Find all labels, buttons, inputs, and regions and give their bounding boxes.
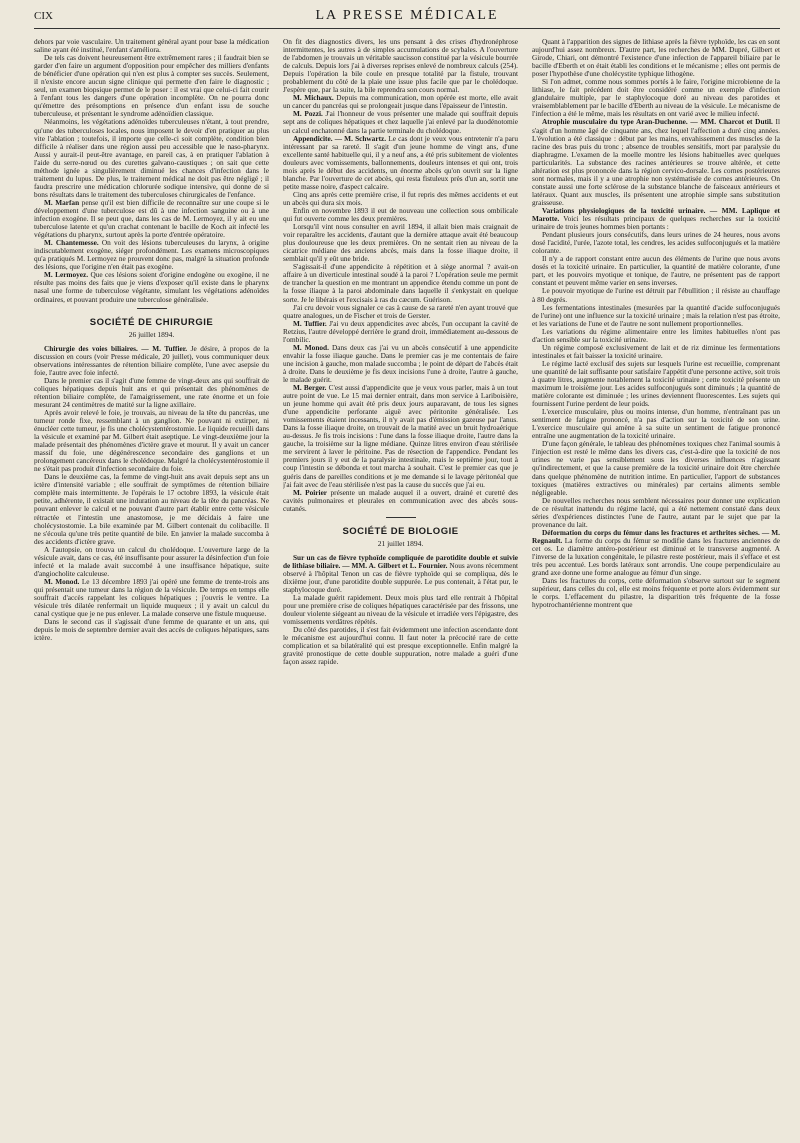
column-left bbox=[34, 38, 269, 1136]
paragraph-text: présente un malade auquel il a ouvert, drainé et curetté des cavités pulmonaires et pleurales en communication avec des abcès sous-cutanés. bbox=[283, 487, 518, 513]
paragraph: Les fermentations intestinales (mesurées par la quantité d'acide sulfoconjugués de l'urine) ont une influence sur la toxicité urinaire ; mais la relation n'est pas étroite, et les variations de l'une et de l'autre ne sont nullement proportionnelles. bbox=[532, 302, 780, 328]
speaker-name: M. Poirier bbox=[293, 487, 328, 497]
speaker-name: M. Monod. bbox=[293, 342, 329, 352]
paragraph: Lorsqu'il vint nous consulter en avril 1894, il allait bien mais craignait de voir reparaître les accidents, d'autant que la dernière attaque avait été beaucoup plus douloureuse que les deux premières. On ne sentait rien au niveau de la cicatrice médiane des anciens abcès, mais dans la fosse iliaque droite, il semblait qu'il y eût une bride. bbox=[283, 222, 518, 264]
paragraph bbox=[283, 554, 518, 594]
paragraph bbox=[283, 344, 518, 384]
article-title: Appendicite. — M. Schwartz. bbox=[293, 133, 387, 143]
article-title: Sur un cas de fièvre typhoïde compliquée de parotidite double et suivie de lithiase biliaire. — MM. A. Gilbert et L. Fournier. bbox=[283, 552, 518, 570]
paragraph bbox=[283, 135, 518, 191]
paragraph bbox=[283, 110, 518, 134]
paragraph: Dans le premier cas il s'agit d'une femme de vingt-deux ans qui souffrait de coliques hépatiques depuis huit ans et qui présentait des phénomènes de rétention biliaire complète, de l'amaigrissement, une rate énorme et un foie mesurant 24 centimètres de matité sur la ligne axillaire. bbox=[34, 375, 269, 409]
paragraph bbox=[34, 271, 269, 303]
speaker-name: M. Pozzi. bbox=[293, 109, 323, 119]
separator bbox=[137, 308, 167, 309]
paragraph: S'agissait-il d'une appendicite à répétition et à siège anormal ? avait-on affaire à un diverticule intestinal soudé à la paroi ? L'opération seule me permit de trancher la question en me montrant un appendice étendu comme un pont de la fosse iliaque à la paroi abdominale dans laquelle il s'enkystait en quelque sorte. Je le libérais et l'excisais à ras du cæcum. Guérison. bbox=[283, 262, 518, 304]
article-title: Variations physiologiques de la toxicité urinaire. — MM. Laplique et Marotte. bbox=[532, 205, 780, 224]
column-right bbox=[532, 38, 780, 1136]
paragraph-text: On voit des lésions tuberculeuses du larynx, à origine indiscutablement exogène, siéger profondément. Les examens microscopiques qu'a pratiqués M. Lermoyez ne prouvent donc pas, malgré la situation profonde des lésions, que l'origine n'en était pas exogène. bbox=[34, 238, 269, 272]
paragraph: Dans le deuxième cas, la femme de vingt-huit ans avait depuis sept ans un ictère d'intensité variable ; elle souffrait de symptômes de rétention biliaire complète mais intermittente. Je l'opérais le 17 octobre 1893, la vésicule était petite, adhérente, il existait une induration au niveau de la tête du pancréas. Ne pouvant enlever le calcul et ne pouvant d'autre part établir entre cette vésicule rétractée et l'intestin une anastomose, je me décidais à faire une cholécystostomie. La bile examinée par M. Gilbert contenait du colibacille. Il ne s'écoula qu'une très petite quantité de bile. En janvier la malade succomba à des accidents d'ictère grave. bbox=[34, 472, 269, 546]
section-date: 21 juillet 1894. bbox=[377, 538, 424, 548]
paragraph bbox=[34, 239, 269, 271]
paragraph-text: La forme du corps du fémur se modifie dans les fractures anciennes de cet os. Le diamètre antéro-postérieur est diminué et le transverse augmenté. A l'inverse de la luxation congénitale, le pilastre reste postérieur, mais il s'efface et est très peu accentué. Les bords latéraux sont arrondis. Une coupe perpendiculaire au grand axe donne une forme analogue au fémur d'un singe. bbox=[532, 535, 780, 578]
paragraph: Le régime lacté exclusif des sujets sur lesquels l'urine est recueillie, comprenant une quantité de lait suffisante pour satisfaire l'appétit d'une personne active, soit trois à quatre litres, augmente notablement la toxicité urinaire ; cette toxicité présente un maximum le troisième jour. Les acides sulfoconjugués sont diminués ; la quantité de matière colorante est diminuée ; les urines deviennent fluorescentes. Les sujets qui fournissent l'urine perdent de leur poids. bbox=[532, 358, 780, 409]
paragraph-text: Je désire, à propos de la discussion en cours (voir Presse médicale, 20 juillet), vous communiquer deux observations intéressantes de rétention biliaire complète, l'une avec asepsie du foie, l'autre avec foie infecté. bbox=[34, 343, 269, 377]
speaker-name: M. Chantemesse. bbox=[44, 238, 99, 248]
speaker-name: M. Lermoyez. bbox=[44, 270, 89, 280]
paragraph: Après avoir relevé le foie, je trouvais, au niveau de la tête du pancréas, une tumeur ronde fixe, ressemblant à un ganglion. Ne pouvant ni extirper, ni énucléer cette tumeur, je fis une cholécystentérostomie. Le liquide recueilli dans la vésicule et examiné par M. Gilbert était aseptique. Le vingt-deuxième jour la malade présentait des phénomènes d'ictère grave et mourut. Il y avait un cancer massif du foie, une dégénérescence secondaire des ganglions et un prolongement cancéreux dans le cholédoque. Malgré la cholécystentérostomie il ne s'était pas produit d'infection secondaire du foie. bbox=[34, 407, 269, 474]
paragraph: Du côté des parotides, il s'est fait évidemment une infection ascendante dont le mécanisme est aujourd'hui connu. Il faut noter la précocité rare de cette complication et sa bilatéralité qui est presque exceptionnelle. Enfin malgré la gravité pronostique de cette double suppuration, notre malade a guéri d'une façon assez rapide. bbox=[283, 625, 518, 667]
paragraph: dehors par voie vasculaire. Un traitement général ayant pour base la médication saline ayant été institué, l'enfant s'améliora. bbox=[34, 38, 269, 55]
paragraph-text: Il s'agit d'un homme âgé de cinquante ans, chez lequel l'affection a duré cinq années. L'évolution a été classique : début par les mains, envahissement des muscles de la racine des bras puis du tronc ; absence de troubles sensitifs, mort par paralysie du diaphragme. L'examen de la moelle montre les lésions habituelles avec quelques particularités. La substance des racines antérieures se trouve altérée, et cette altération est plus prononcée dans la région cervico-dorsale. Les cornes postérieures sont normales, mais il y a une atrophie non systématisée de cornes antérieures. On constate aussi une forte sclérose de la substance blanche de faisceaux antérieurs et latéraux. Quant aux muscles, ils présentent une atrophie simple sans substitution graisseuse. bbox=[532, 117, 780, 207]
article-title: Atrophie musculaire du type Aran-Duchenne. — MM. Charcot et Dutil. bbox=[542, 117, 773, 127]
paragraph: Néanmoins, les végétations adénoïdes tuberculeuses n'étant, à tout prendre, qu'une des tuberculoses locales, nous imposent le devoir d'en pratiquer au plus vite l'ablation ; toutefois, il importe que celle-ci soit complète, condition bien difficile à réaliser dans une région aussi peu accessible que le naso-pharynx. Aussi y aurait-il peut-être avantage, en pareil cas, à en pratiquer l'ablation à l'aide du serre-nœud ou des curettes galvano-caustiques ; on sait que cette méthode ignée a singulièrement diminué les chances d'infection dans le traitement du lupus. De plus, le traitement médical ne doit pas être négligé ; il faudra prescrire une médication chlorurée sodique intensive, qui donne de si bons résultats dans le traitement des tuberculoses chirurgicales de l'enfance. bbox=[34, 117, 269, 199]
paragraph: On fit des diagnostics divers, les uns pensant à des crises d'hydronéphrose intermittentes, les autres à de simples accumulations de scybales. A l'ouverture de l'abdomen je trouvais un véritable saucisson constitué par la vésicule bourrée de calculs. Depuis lors j'ai à diverses reprises enlevé de nombreux calculs (254). Depuis l'opération la bile coule en presque totalité par la fistule, trouvant probablement du côté de la plaie une issue plus facile que par le cholédoque. J'espère que, par la suite, la bile reprendra son cours normal. bbox=[283, 38, 518, 95]
paragraph: L'exercice musculaire, plus ou moins intense, d'un homme, n'entraînant pas un sentiment de fatigue prononcé, n'a pas d'action sur la toxicité de son urine. L'exercice musculaire qui amène à sa suite un sentiment de fatigue prononcé entraîne une augmentation de la toxicité urinaire. bbox=[532, 407, 780, 441]
paragraph: Il n'y a de rapport constant entre aucun des éléments de l'urine que nous avons dosés et la toxicité urinaire. En particulier, la quantité de matière colorante, d'une part, et les pouvoirs myotique et tonique, de l'autre, ne présentent pas de rapport constant et peuvent même varier en sens inverses. bbox=[532, 254, 780, 288]
paragraph-text: Le 13 décembre 1893 j'ai opéré une femme de trente-trois ans qui présentait une tumeur dans la région de la vésicule. De temps en temps elle souffrait d'accès rappelant les coliques hépatiques ; j'ouvris le ventre. La vésicule très dilatée renfermait un liquide muqueux ; il y avait un calcul du canal cystique que je ne pus enlever. La malade conserve une fistule muqueuse. bbox=[34, 576, 269, 619]
paragraph: Dans les fractures du corps, cette déformation s'observe surtout sur le segment supérieur, dans celles du col, elle est moins fréquente et porte alors évidemment sur le corps. L'effacement du pilastre, la disparition très fréquente de la fosse hypotrochantérienne montrent que bbox=[532, 576, 780, 610]
paragraph: Quant à l'apparition des signes de lithiase après la fièvre typhoïde, les cas en sont aujourd'hui assez nombreux. D'autre part, les recherches de MM. Dupré, Gilbert et Girode, Chiari, ont démontré l'existence d'une infection de l'appareil biliaire par le bacille d'Eberth et on était établi les conditions et le mécanisme ; elles ont permis de poser l'hypothèse d'une cholécystite typhique lithogène. bbox=[532, 38, 780, 79]
paragraph: De nouvelles recherches nous semblent nécessaires pour donner une explication de ce résultat inattendu du régime lacté, qui a été nettement constaté dans deux séries d'expériences distinctes l'une de l'autre, autant par le sujet que par la provenance du lait. bbox=[532, 495, 780, 529]
paragraph: Un régime composé exclusivement de lait et de riz diminue les fermentations intestinales et fait baisser la toxicité urinaire. bbox=[532, 342, 780, 360]
paragraph: Cinq ans après cette première crise, il fut repris des mêmes accidents et eut un abcès qui dura six mois. bbox=[283, 189, 518, 207]
paragraph-text: Depuis ma communication, mon opérée est morte, elle avait un cancer du pancréas qui se prolongeait jusque dans l'épaisseur de l'intestin. bbox=[283, 93, 518, 111]
page-number: CIX bbox=[34, 10, 53, 22]
paragraph: J'ai cru devoir vous signaler ce cas à cause de sa rareté n'en ayant trouvé que quatre analogues, un de Fischer et trois de Gerster. bbox=[283, 302, 518, 320]
paragraph-text: J'ai vu deux appendicites avec abcès, l'un occupant la cavité de Retzius, l'autre développé derrière le grand droit, immédiatement au-dessous de l'ombilic. bbox=[283, 318, 518, 344]
journal-title: LA PRESSE MÉDICALE bbox=[315, 8, 499, 23]
paragraph: De tels cas doivent heureusement être extrêmement rares ; il faudrait bien se garder d'en faire un argument d'opposition pour empêcher des milliers d'enfants de bénéficier d'une opération qui n'en est plus à compter ses succès. Seulement, il n'existe encore aucun signe clinique qui permette d'en faire le diagnostic ; seul, un examen biopsique permet de le poser : il est vrai que celui-ci fait courir à l'enfant tous les dangers d'une opération incomplète. On ne pourra donc qu'émettre des présomptions en présence d'un enfant issu de souche tuberculeuse, et présentant le syndrome adénoïdien classique. bbox=[34, 53, 269, 119]
paragraph bbox=[34, 345, 269, 377]
paragraph bbox=[34, 199, 269, 239]
paragraph-text: J'ai l'honneur de vous présenter une malade qui souffrait depuis sept ans de coliques hépatiques et chez laquelle j'ai enlevé par la duodénotomie un calcul enchatonné dans la partie terminale du cholédoque. bbox=[283, 109, 518, 135]
paragraph: Pendant plusieurs jours consécutifs, dans leurs urines de 24 heures, nous avons dosé l'acidité, l'urée, l'azote total, les cendres, les acides sulfoconjugués et la matière colorante. bbox=[532, 230, 780, 256]
paragraph-text: C'est aussi d'appendicite que je veux vous parler, mais à un tout autre point de vue. Le 15 mai dernier entrait, dans mon service à Lariboisière, un jeune homme qui avait été pris deux jours auparavant, de tous les signes d'une appendicite perforante aiguë avec péritonite généralisée. Les vomissements étaient incessants, il n'y avait pas d'émission gazeuse par l'anus. Dans la fosse iliaque droite, on trouvait de la matité avec un bruit hydroaérique au-dessus. Je fis trois incisions : l'une dans la fosse iliaque droite, l'autre dans la gauche, la troisième sur la ligne médiane. Quinze litres environ d'eau stérilisée me servirent à laver le péritoine. Pas de résection de l'appendice. Pendant les premiers jours il y eut de la paralysie intestinale, mais le septième jour, tout à coup l'intestin se débonda et tout marcha à souhait. C'est le premier cas que je guéris dans de pareilles conditions et je me demande si le lavage péritonéal que j'ai fait avec de l'eau stérilisée n'est pas la cause du succès que j'ai eu. bbox=[283, 383, 518, 489]
paragraph bbox=[532, 118, 780, 207]
section-title: SOCIÉTÉ DE CHIRURGIE bbox=[89, 316, 214, 328]
separator bbox=[386, 517, 416, 518]
header-rule bbox=[34, 28, 780, 29]
paragraph bbox=[532, 529, 780, 577]
speaker-name: M. Tuffier. bbox=[293, 318, 327, 328]
paragraph bbox=[283, 320, 518, 344]
paragraph bbox=[34, 578, 269, 618]
paragraph-text: Nous avons récemment observé à l'hôpital Tenon un cas de fièvre typhoïde qui se compliqua, dès le dixième jour, d'une parotidite double suppurée. Le pus contenait, à l'état pur, le staphylocoque doré. bbox=[283, 560, 518, 594]
paragraph-text: Le cas dont je veux vous entretenir n'a paru intéressant par sa rareté. Il s'agit d'un jeune homme de vingt ans, d'une excellente santé habituelle qui, il y a neuf ans, a été pris subitement de violentes douleurs avec vomissements, ballonnements, douleurs intenses et qui ont, trois mois après le début des accidents, un énorme abcès qu'on ouvrit sur la ligne blanche. Par l'ouverture de cet abcès, qui resta fistuleux près d'un an, sortit une petite masse noire, d'aspect calcaire. bbox=[283, 133, 518, 191]
speaker-name: M. Monod. bbox=[44, 576, 80, 586]
paragraph: Dans le second cas il s'agissait d'une femme de quarante et un ans, qui depuis le mois de septembre dernier avait des accès de coliques hépatiques, sans ictère. bbox=[34, 617, 269, 643]
section-title: SOCIÉTÉ DE BIOLOGIE bbox=[342, 525, 459, 537]
paragraph bbox=[283, 489, 518, 513]
article-title: Chirurgie des voies biliaires. — M. Tuffier. bbox=[44, 343, 188, 353]
paragraph: Enfin en novembre 1893 il eut de nouveau une collection sous ombilicale qui fut ouverte comme les deux premières. bbox=[283, 205, 518, 224]
paragraph: La malade guérit rapidement. Deux mois plus tard elle rentrait à l'hôpital pour une première crise de coliques hépatiques caractérisée par des frissons, une douleur violente siégeant au niveau de la vésicule et irradiée vers l'épigastre, des vomissements verdâtres répétés. bbox=[283, 593, 518, 627]
paragraph: Si l'on admet, comme nous sommes portés à le faire, l'origine microbienne de la lithiase, le fait précédent doit être considéré comme un exemple d'infection glandulaire multiple, par le staphylocoque doré au niveau des parotides et vraisemblablement par le bacille d'Eberth au niveau de la vésicule. Le mécanisme de l'infection a été le même, mais les résultats en ont varié avec le milieu infecté. bbox=[532, 77, 780, 119]
paragraph: D'une façon générale, le tableau des phénomènes toxiques chez l'animal soumis à l'injection est resté le même dans les divers cas, c'est-à-dire que la toxicité de nos urines ne varie pas sensiblement sous les diverses influences n'agissant qu'indirectement, et que la cause première de la toxicité urinaire doit être cherchée dans quelque phénomène de nutrition intime. En particulier, l'apport de substances toxiques (matières extractives ou minérales) par certains aliments semble négligeable. bbox=[532, 439, 780, 497]
paragraph: Les variations du régime alimentaire entre les limites habituelles n'ont pas d'action sensible sur la toxicité urinaire. bbox=[532, 326, 780, 344]
paragraph: A l'autopsie, on trouva un calcul du cholédoque. L'ouverture large de la vésicule avait, dans ce cas, été insuffisante pour assurer la désinfection d'un foie infecté et la malade avait succombé à une insuffisance hépatique, suite d'angiocholite calculeuse. bbox=[34, 544, 269, 578]
paragraph-text: Que ces lésions soient d'origine endogène ou exogène, il ne résulte pas moins des faits que je viens d'exposer qu'il existe dans le pharynx nasal une forme de tuberculose végétante, simulant les végétations adénoïdes ordinaires, et pouvant produire une tuberculose généralisée. bbox=[34, 270, 269, 304]
section-date: 26 juillet 1894. bbox=[128, 329, 175, 339]
paragraph-text: Dans deux cas j'ai vu un abcès consécutif à une appendicite envahir la fosse iliaque gauche. Dans le premier cas je me contentais de faire une incision à gauche, mon malade succomba ; le point de départ de l'abcès était à droite. Dans le deuxième je fis deux incisions l'une à droite, l'autre à gauche, le malade guérit. bbox=[283, 342, 518, 384]
speaker-name: M. Berger. bbox=[293, 383, 327, 393]
page-header bbox=[34, 6, 780, 28]
paragraph: Le pouvoir myotique de l'urine est détruit par l'ébullition ; il résiste au chauffage à 80 degrés. bbox=[532, 286, 780, 304]
paragraph bbox=[283, 94, 518, 110]
article-title: Déformation du corps du fémur dans les fractures et arthrites sèches. — M. Regnault. bbox=[532, 527, 780, 545]
speaker-name: M. Marfan bbox=[44, 197, 80, 207]
paragraph bbox=[283, 384, 518, 489]
column-middle bbox=[283, 38, 518, 1136]
paragraph bbox=[532, 207, 780, 231]
paragraph-text: Voici les résultats principaux de quelques recherches sur la toxicité urinaire de trois jeunes hommes bien portants : bbox=[532, 214, 780, 232]
speaker-name: M. Michaux. bbox=[293, 93, 334, 103]
paragraph-text: pense qu'il est bien difficile de reconnaître sur une coupe si le développement d'une tuberculose est dû à une infection sanguine ou à une infection exogène. Il se peut que, dans les cas de M. Lermoyez, il y ait eu une tuberculose latente et qu'un crachat contenant le bacille de Koch ait infecté les végétations du pharynx, surtout après la porte d'entrée opératoire. bbox=[34, 197, 269, 240]
